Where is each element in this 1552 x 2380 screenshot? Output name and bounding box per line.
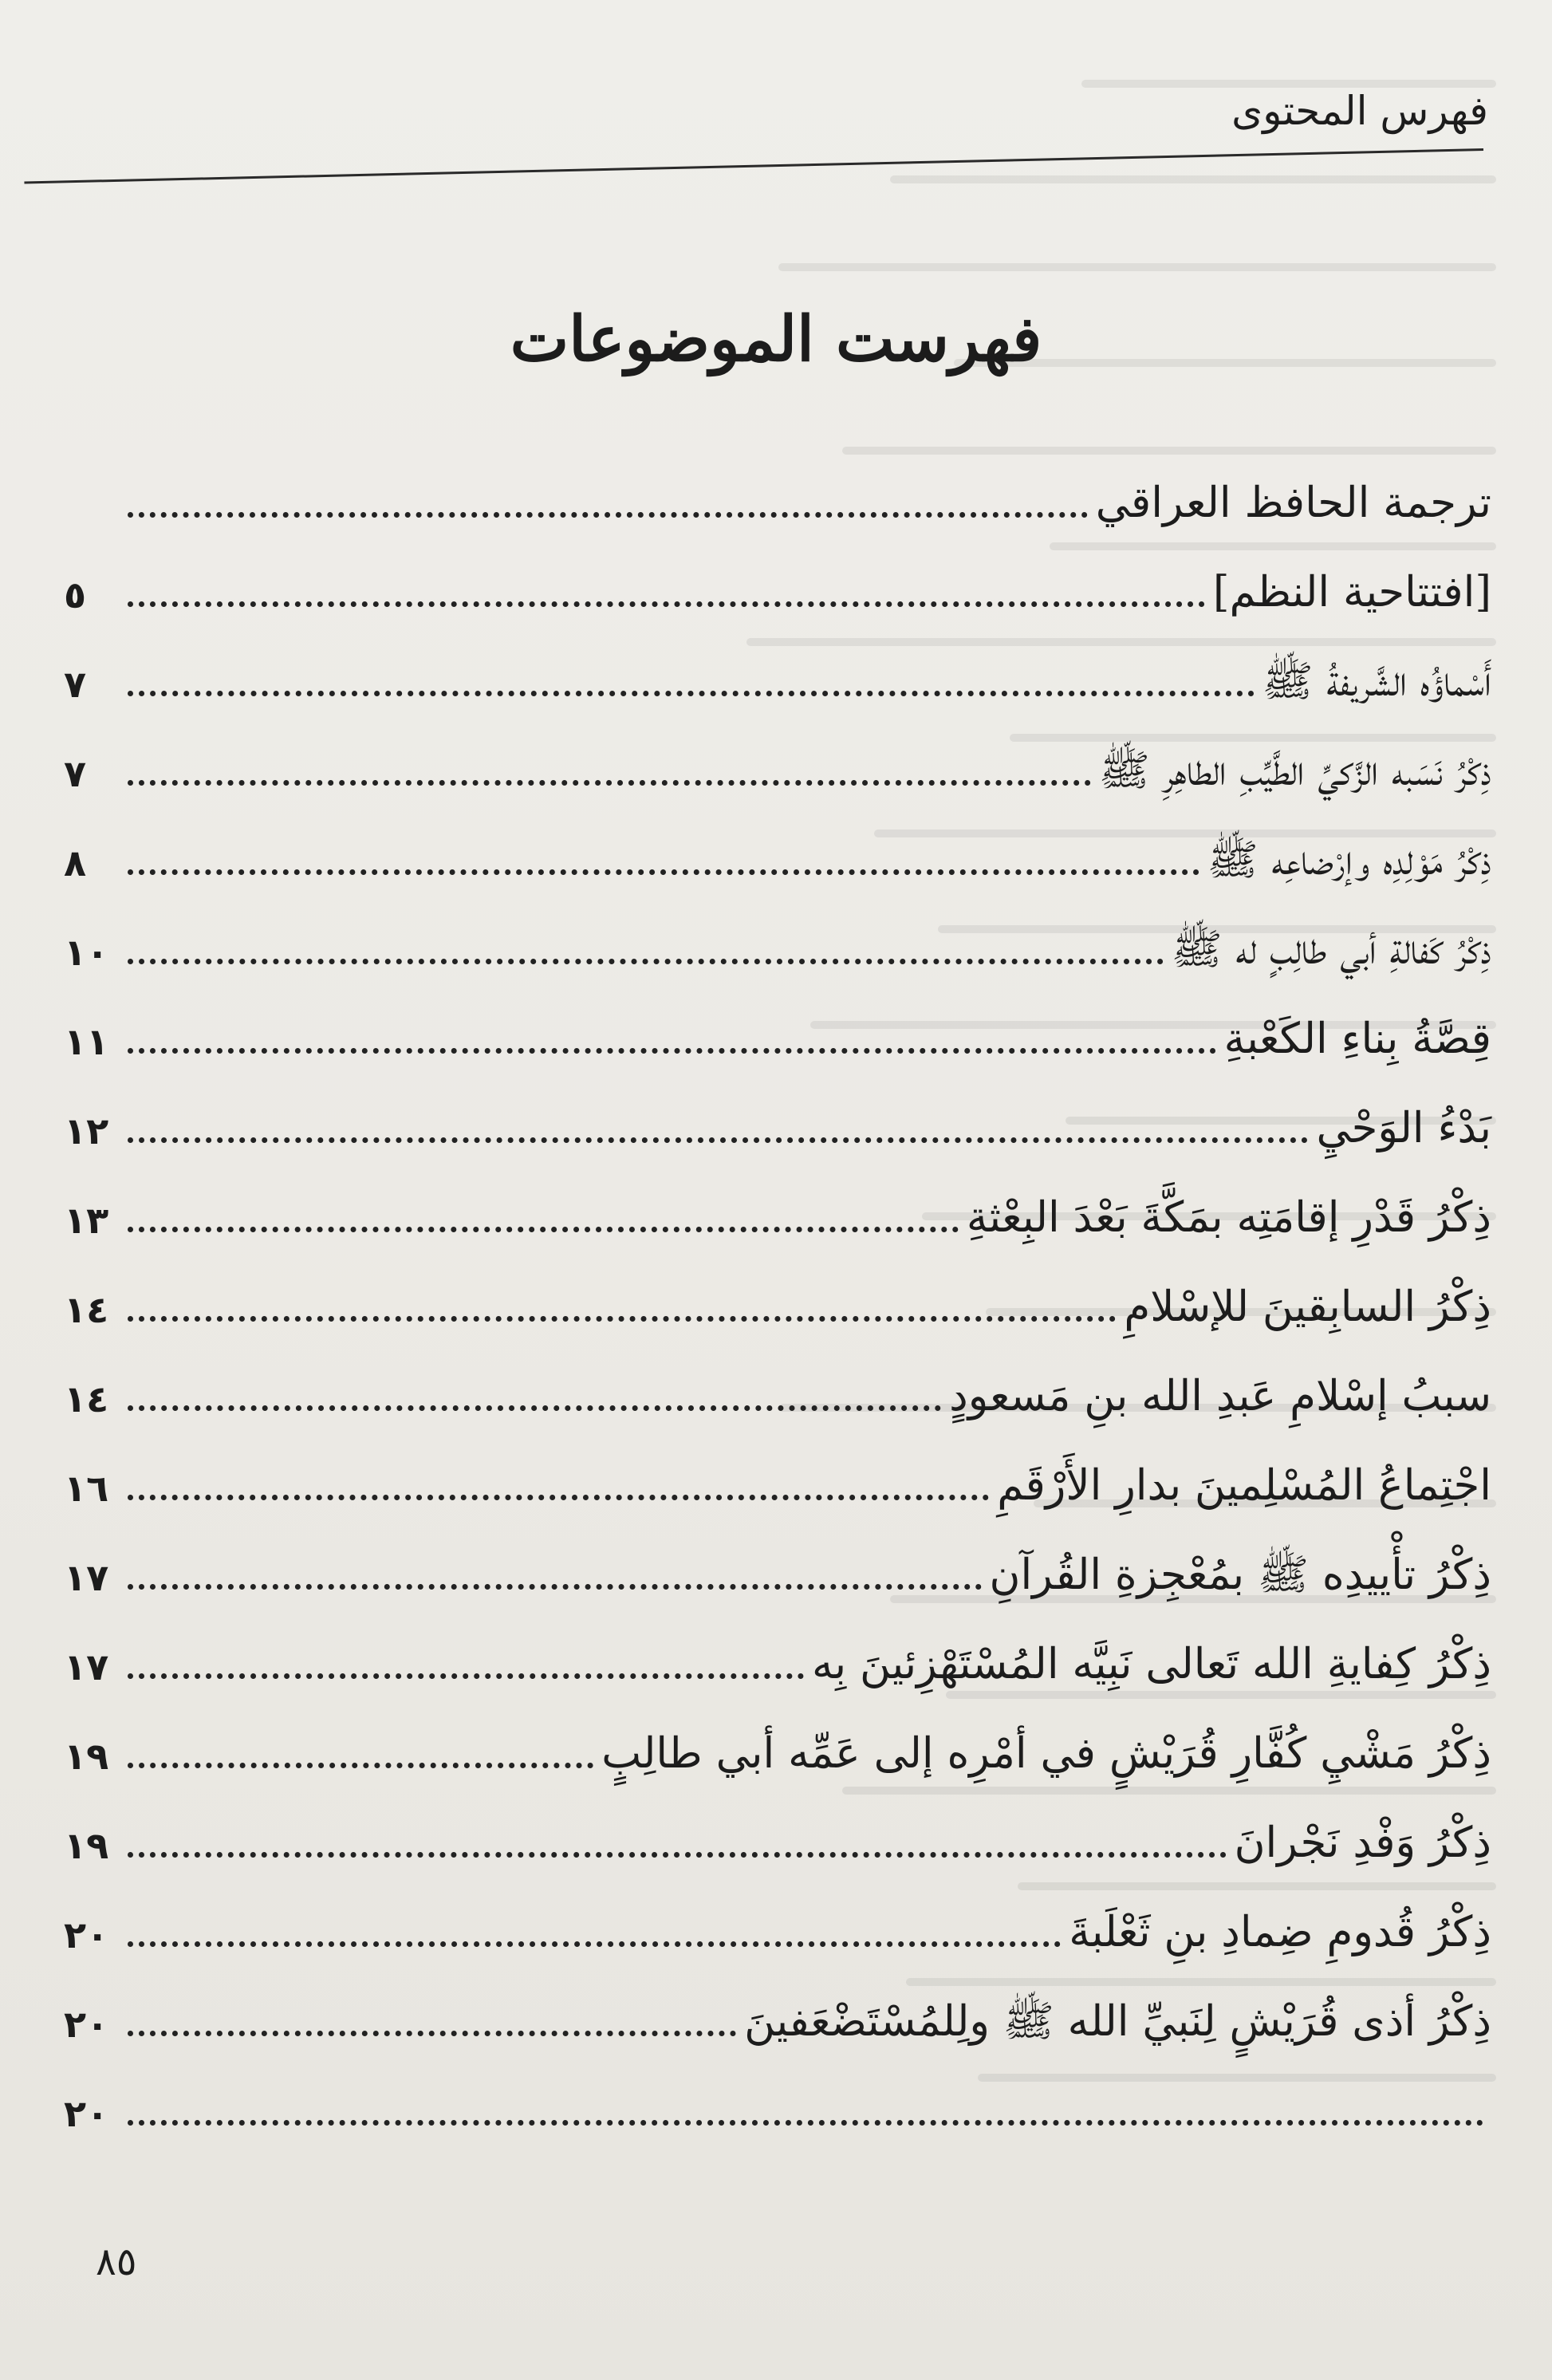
toc-entry: [64, 1596, 1491, 1688]
toc-entry-title: ترجمة الحافظ العراقي: [1095, 479, 1491, 527]
toc-entry-page: ١٩: [64, 1735, 109, 1778]
toc-entry: [64, 881, 1491, 974]
toc-entry: [64, 1060, 1491, 1153]
toc-entry-title: ذِكْرُ مَوْلِدِه وإرْضاعِه ﷺ: [1207, 836, 1491, 885]
toc-leader-dots: [128, 1673, 804, 1679]
toc-entry-title: قِصَّةُ بِناءِ الكَعْبةِ: [1223, 1015, 1491, 1063]
toc-leader-dots: [128, 1137, 1308, 1143]
toc-entry-page: ١٧: [64, 1556, 109, 1599]
toc-entry: [64, 524, 1491, 617]
toc-entry-page: ٧: [64, 663, 87, 706]
toc-entry-page: ١٤: [64, 1377, 109, 1421]
toc-entry-title: ذِكْرُ نَسَبه الزَّكيِّ الطَّيِّبِ الطاهِرِ ﷺ: [1098, 747, 1491, 795]
toc-entry-title: ذِكْرُ قُدومِ ضِمادِ بنِ ثَعْلَبةَ: [1069, 1908, 1491, 1956]
toc-entry-page: ١٤: [64, 1288, 109, 1331]
toc-entry-page: ١٩: [64, 1824, 109, 1867]
toc-entry-page: ١٣: [64, 1199, 109, 1242]
toc-entry-title: ذِكْرُ وَفْدِ نَجْرانَ: [1234, 1818, 1491, 1867]
toc-entry-title: ذِكْرُ السابِقينَ للإسْلامِ: [1124, 1283, 1491, 1331]
toc-leader-dots: [128, 780, 1091, 786]
toc-entry: [64, 1685, 1491, 1778]
running-header: فهرس المحتوى: [1231, 88, 1488, 134]
toc-entry-page: ٢٠: [64, 2092, 109, 2135]
page-folio: ٨٥: [96, 2240, 137, 2284]
toc-entry-title: ذِكْرُ أذى قُرَيْشٍ لِنَبيِّ الله ﷺ ولِلمُسْتَضْعَفينَ: [744, 1997, 1491, 2046]
toc-entry-title: ذِكْرُ قَدْرِ إقامَتِه بمَكَّةَ بَعْدَ البِعْثةِ: [966, 1193, 1491, 1242]
toc-leader-dots: [128, 1941, 1061, 1947]
toc-entry-title: ذِكْرُ كَفالةِ أبي طالِبٍ له ﷺ: [1171, 925, 1491, 974]
toc-entry: [64, 703, 1491, 795]
toc-leader-dots: [128, 1316, 1116, 1322]
toc-entry-title: اجْتِماعُ المُسْلِمينَ بدارِ الأَرْقَمِ: [997, 1461, 1491, 1510]
toc-entry: [64, 1328, 1491, 1421]
toc-entry-page: ٢٠: [64, 1913, 109, 1956]
toc-list: [64, 435, 1491, 2135]
toc-entry-title: ذِكْرُ كِفايةِ الله تَعالى نَبِيَّه المُسْتَهْزِئينَ بِه: [811, 1640, 1491, 1688]
toc-leader-dots: [128, 1405, 941, 1411]
toc-entry-page: ١٧: [64, 1645, 109, 1688]
toc-entry-page: ١٠: [64, 931, 109, 974]
toc-title: فهرست الموضوعات: [510, 303, 1042, 376]
toc-entry: [64, 1864, 1491, 1956]
toc-leader-dots: [128, 1584, 982, 1590]
toc-leader-dots: [128, 1227, 959, 1232]
toc-leader-dots: [128, 1048, 1216, 1054]
toc-entry: [64, 1239, 1491, 1331]
toc-entry: [64, 971, 1491, 1063]
toc-entry-page: ١١: [64, 1020, 109, 1063]
toc-entry-page: ٧: [64, 752, 87, 795]
toc-entry-title: [افتتاحية النظم]: [1212, 568, 1491, 617]
toc-entry: [64, 1149, 1491, 1242]
toc-entry: [64, 792, 1491, 885]
toc-entry: [64, 613, 1491, 706]
toc-leader-dots: [128, 601, 1205, 607]
toc-leader-dots: [128, 869, 1199, 875]
toc-entry: [64, 1507, 1491, 1599]
toc-entry-title: بَدْءُ الوَحْيِ: [1316, 1104, 1491, 1153]
toc-entry-page: ١٢: [64, 1109, 109, 1153]
toc-entry: [64, 1417, 1491, 1510]
toc-entry-page: ٢٠: [64, 2003, 109, 2046]
toc-entry: [64, 1775, 1491, 1867]
header-rule: [24, 148, 1483, 184]
toc-entry-page: ٨: [64, 841, 87, 885]
toc-entry: [64, 1953, 1491, 2046]
toc-entry: [64, 435, 1491, 527]
toc-leader-dots: [128, 1852, 1227, 1858]
toc-leader-dots: [128, 1495, 989, 1500]
toc-leader-dots: [128, 691, 1255, 696]
toc-entry-title: سببُ إسْلامِ عَبدِ الله بنِ مَسعودٍ: [949, 1372, 1491, 1421]
toc-leader-dots: [128, 512, 1088, 518]
toc-entry-title: أَسْماؤُه الشَّريفةُ ﷺ: [1262, 657, 1491, 706]
toc-leader-dots: [128, 1763, 593, 1768]
toc-entry-page: ١٦: [64, 1467, 109, 1510]
toc-entry-trailing: [64, 2043, 1491, 2135]
toc-entry-page: ٥: [64, 573, 87, 617]
toc-leader-dots: [128, 2120, 1483, 2126]
toc-leader-dots: [128, 2031, 736, 2036]
toc-leader-dots: [128, 959, 1164, 964]
toc-entry-title: ذِكْرُ مَشْيِ كُفَّارِ قُرَيْشٍ في أمْرِه إلى عَمِّه أبي طالِبٍ: [601, 1729, 1491, 1778]
toc-entry-title: ذِكْرُ تأْييدِه ﷺ بمُعْجِزةِ القُرآنِ: [989, 1551, 1491, 1599]
